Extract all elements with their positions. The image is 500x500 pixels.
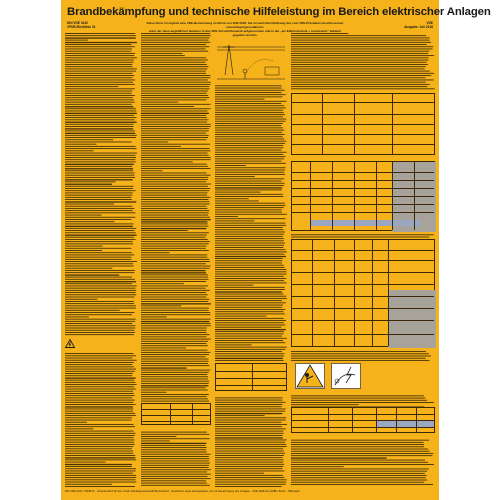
- distance-table-2: [291, 161, 435, 231]
- intro-note-line2: unter der oben angeführten Nummer in das VDE-Vorschriftenwerk aufgenommen und in der „etz Elektrotechnik + Automation“ bekannt gegeben worden.: [148, 29, 342, 37]
- text-lines-column-3: [215, 33, 287, 486]
- reference-left-line1: DIN VDE 0132: [67, 21, 88, 25]
- reference-right: [404, 21, 433, 29]
- text-column-3: [215, 33, 287, 486]
- text-lines-column-1: [65, 33, 137, 486]
- text-column-1: [65, 33, 137, 486]
- small-table-column-3: [215, 363, 287, 391]
- distance-table-1: [291, 93, 435, 155]
- reference-left-line2: VFDB-Richtlinie 01: [67, 25, 96, 29]
- distance-table-3: [291, 239, 435, 347]
- poster-title: Brandbekämpfung und technische Hilfeleistung im Bereich elektrischer Anlagen: [67, 6, 491, 18]
- poster: [61, 0, 491, 500]
- electric-arc-icon: [331, 363, 361, 389]
- reference-right-line1: VDE: [426, 21, 433, 25]
- intro-note-line1: Diese Norm ist ergänzt eine VDE-Bestimmung im Sinne von VDE 0022. Sie ist nach Durchführung des vom VDE-Präsidium beschlossenen Genehmigungsverfahrens: [146, 21, 344, 29]
- poster-footer: DIN VDE 0132 / VFDB 01 · Verantwortlich für den Inhalt: Arbeitsgemeinschaft Brandschutz · Nachdruck, auch auszugsweise, nur mit Genehmigung des Verlages · VDE VERLAG GMBH, Berlin · Offenbach: [65, 490, 300, 493]
- content-columns: [65, 33, 435, 486]
- reference-right-line2: Ausgabe: Juli 2018: [404, 25, 433, 29]
- reference-left: [67, 21, 96, 29]
- tables-column: [291, 33, 435, 486]
- high-voltage-warning-icon: [65, 339, 75, 348]
- text-column-2: [141, 33, 211, 486]
- small-table-column-2: [141, 403, 211, 425]
- distance-table-4: [291, 407, 435, 433]
- firefighter-hose-icon: [295, 363, 325, 389]
